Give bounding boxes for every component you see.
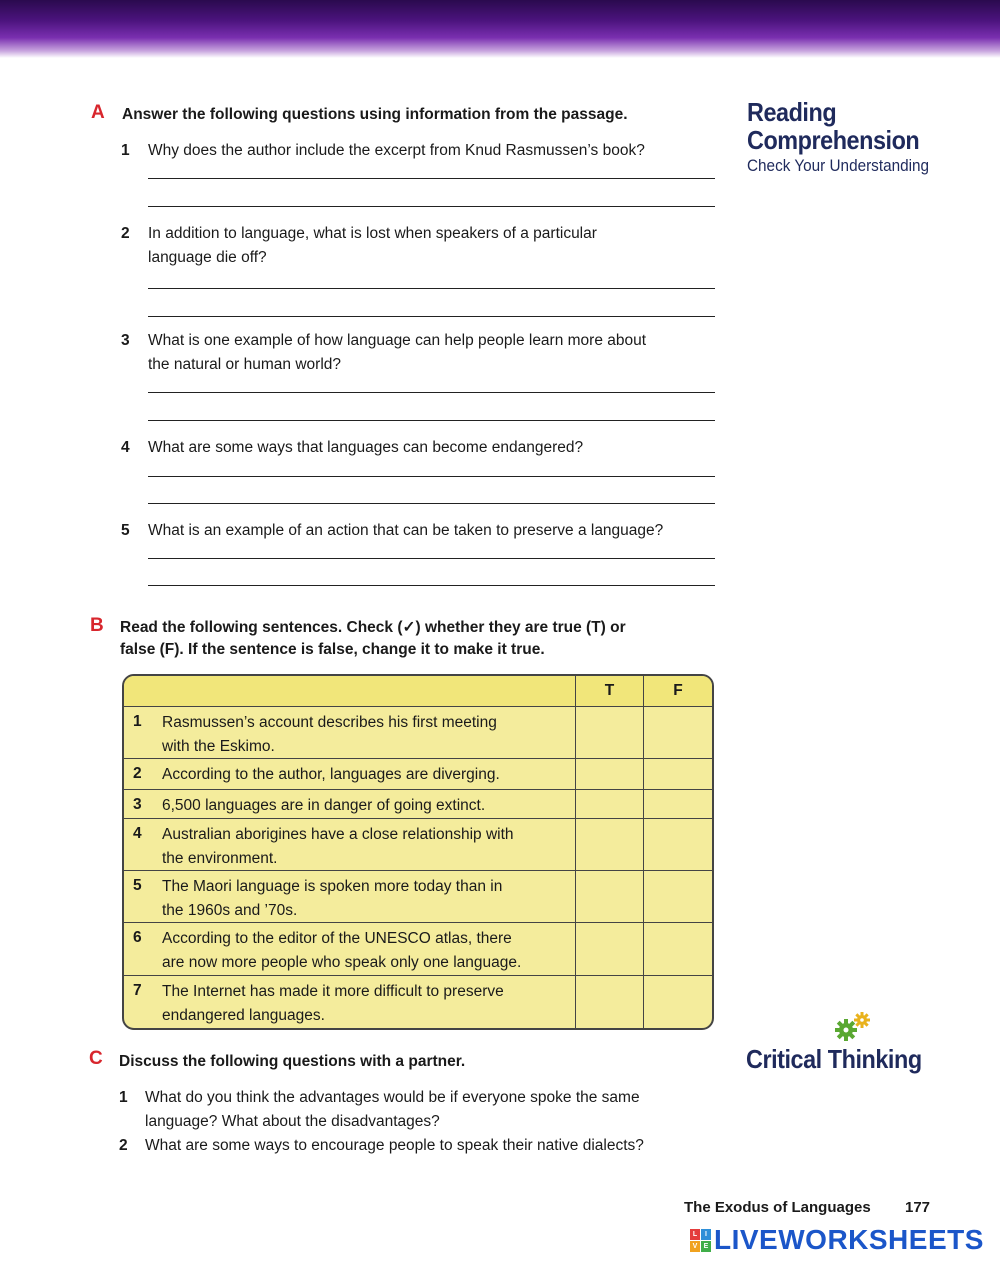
question-a5-number: 5 xyxy=(121,522,130,539)
answer-line[interactable] xyxy=(148,392,715,393)
table-row xyxy=(124,789,712,818)
row-number: 4 xyxy=(133,825,142,842)
question-c1-number: 1 xyxy=(119,1089,128,1106)
row-number: 6 xyxy=(133,929,142,946)
true-checkbox[interactable] xyxy=(576,871,644,922)
section-c-letter: C xyxy=(89,1048,103,1069)
answer-line[interactable] xyxy=(148,476,715,477)
question-c1-text-line1: What do you think the advantages would be if everyone spoke the same xyxy=(145,1089,640,1106)
table-row xyxy=(124,706,712,758)
table-header-row xyxy=(124,676,712,706)
question-a3-text-line2: the natural or human world? xyxy=(148,356,342,373)
row-number: 5 xyxy=(133,877,142,894)
answer-line[interactable] xyxy=(148,585,715,586)
reading-subheading: Check Your Understanding xyxy=(747,156,930,175)
question-a3-text-line1: What is one example of how language can help people learn more about xyxy=(148,332,647,349)
reading-heading-line2: Comprehension xyxy=(747,125,920,155)
question-c2-number: 2 xyxy=(119,1137,128,1154)
question-a4-number: 4 xyxy=(121,439,130,456)
true-checkbox[interactable] xyxy=(576,790,644,818)
row-statement: Rasmussen’s account describes his first meeting with the Eskimo. xyxy=(160,707,576,758)
table-row xyxy=(124,922,712,975)
section-b-letter: B xyxy=(90,615,104,636)
critical-thinking-heading: Critical Thinking xyxy=(746,1044,922,1074)
false-checkbox[interactable] xyxy=(644,871,712,922)
false-checkbox[interactable] xyxy=(644,790,712,818)
true-false-table xyxy=(122,674,714,1030)
section-a-title: Answer the following questions using information from the passage. xyxy=(122,106,628,123)
section-b-title-line1: Read the following sentences. Check (✓) whether they are true (T) or xyxy=(120,619,626,636)
logo-text: LIVEWORKSHEETS xyxy=(714,1224,984,1255)
row-number: 3 xyxy=(133,796,142,813)
true-checkbox[interactable] xyxy=(576,923,644,975)
reading-heading-line1: Reading xyxy=(747,97,837,127)
logo-tiles-icon: L I V E xyxy=(690,1229,711,1252)
table-row xyxy=(124,975,712,1028)
question-a4-text: What are some ways that languages can become endangered? xyxy=(148,439,584,456)
answer-line[interactable] xyxy=(148,178,715,179)
question-a2-text-line2: language die off? xyxy=(148,249,267,266)
question-a3-number: 3 xyxy=(121,332,130,349)
column-header-true: T xyxy=(576,676,644,706)
row-statement: Australian aborigines have a close relationship with the environment. xyxy=(160,819,576,870)
footer-chapter-title: The Exodus of Languages xyxy=(684,1199,871,1216)
answer-line[interactable] xyxy=(148,288,715,289)
page-number: 177 xyxy=(905,1199,931,1216)
answer-line[interactable] xyxy=(148,420,715,421)
row-number: 2 xyxy=(133,765,142,782)
false-checkbox[interactable] xyxy=(644,707,712,758)
question-c2-text: What are some ways to encourage people to speak their native dialects? xyxy=(145,1137,644,1154)
gears-icon xyxy=(832,1010,876,1044)
false-checkbox[interactable] xyxy=(644,819,712,870)
true-checkbox[interactable] xyxy=(576,819,644,870)
question-a1-number: 1 xyxy=(121,142,130,159)
row-statement: The Internet has made it more difficult to preserve endangered languages. xyxy=(160,976,576,1028)
table-row xyxy=(124,758,712,789)
false-checkbox[interactable] xyxy=(644,976,712,1028)
true-checkbox[interactable] xyxy=(576,976,644,1028)
question-a2-number: 2 xyxy=(121,225,130,242)
answer-line[interactable] xyxy=(148,558,715,559)
section-c-title: Discuss the following questions with a partner. xyxy=(119,1053,466,1070)
true-checkbox[interactable] xyxy=(576,759,644,789)
answer-line[interactable] xyxy=(148,503,715,504)
section-a-letter: A xyxy=(91,102,105,123)
table-row xyxy=(124,870,712,922)
false-checkbox[interactable] xyxy=(644,923,712,975)
row-statement: According to the author, languages are diverging. xyxy=(160,759,576,789)
table-row xyxy=(124,818,712,870)
liveworksheets-logo[interactable] xyxy=(690,1224,984,1256)
row-statement: The Maori language is spoken more today than in the 1960s and ’70s. xyxy=(160,871,576,922)
answer-line[interactable] xyxy=(148,316,715,317)
question-c1-text-line2: language? What about the disadvantages? xyxy=(145,1113,440,1130)
true-checkbox[interactable] xyxy=(576,707,644,758)
row-statement: 6,500 languages are in danger of going extinct. xyxy=(160,790,576,818)
top-color-band xyxy=(0,0,1000,58)
section-b-title-line2: false (F). If the sentence is false, change it to make it true. xyxy=(120,641,545,658)
question-a5-text: What is an example of an action that can be taken to preserve a language? xyxy=(148,522,664,539)
answer-line[interactable] xyxy=(148,206,715,207)
false-checkbox[interactable] xyxy=(644,759,712,789)
column-header-false: F xyxy=(673,682,683,699)
question-a2-text-line1: In addition to language, what is lost when speakers of a particular xyxy=(148,225,597,242)
question-a1-text: Why does the author include the excerpt from Knud Rasmussen’s book? xyxy=(148,142,645,159)
row-number: 7 xyxy=(133,982,142,999)
row-number: 1 xyxy=(133,713,142,730)
row-statement: According to the editor of the UNESCO atlas, there are now more people who speak only one language. xyxy=(160,923,576,975)
